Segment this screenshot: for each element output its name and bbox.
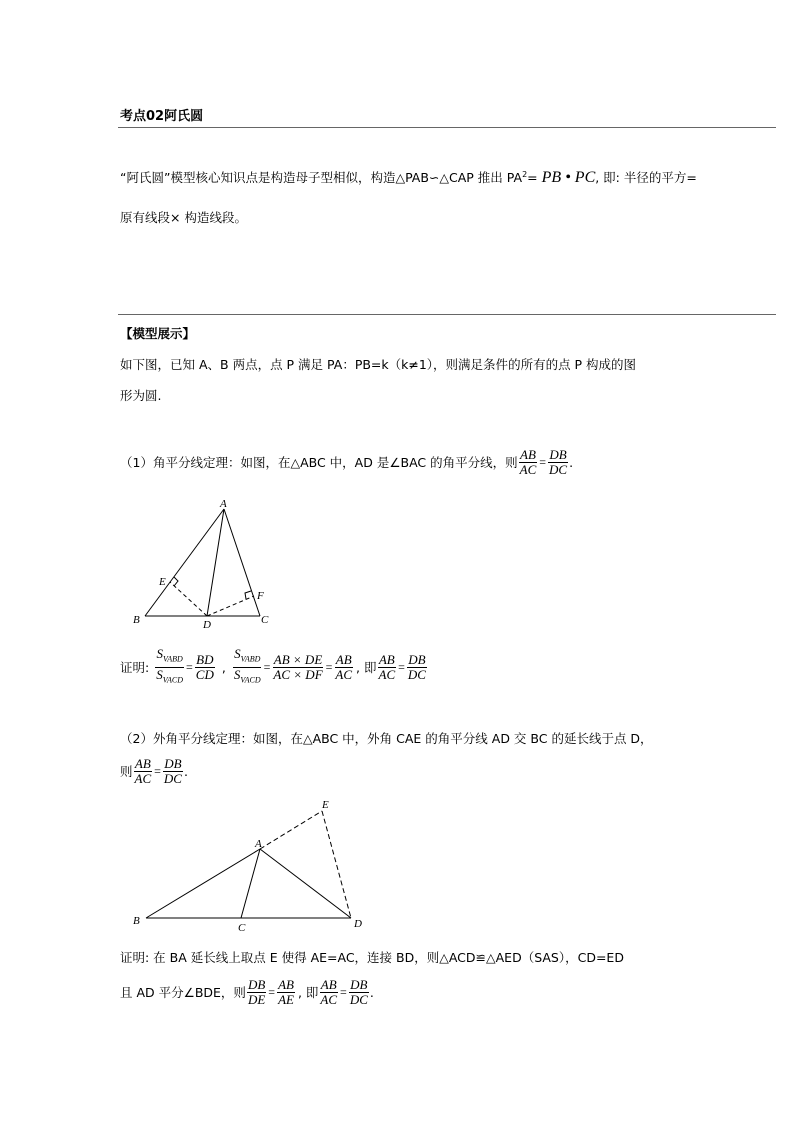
period: . <box>369 984 374 1000</box>
perpendicular-de <box>170 582 207 616</box>
intro-line-1 <box>120 168 697 187</box>
proof-frac-6 <box>378 653 397 682</box>
figure-angle-bisector <box>120 495 290 635</box>
right-angle-mark-f <box>245 591 251 599</box>
label-d: D <box>354 918 362 930</box>
frac-den: AC <box>378 666 396 682</box>
section-title: 考点02阿氏圆 <box>120 109 204 124</box>
frac-den: AC <box>134 770 152 786</box>
title-divider <box>118 127 776 128</box>
frac-num: AB × DE <box>273 651 323 667</box>
part2-proof-line-2 <box>120 973 374 1011</box>
area-subscript: VABD <box>240 654 261 664</box>
intro-superscript: 2 <box>522 169 528 179</box>
extension-ae <box>260 811 322 849</box>
proof-frac-2 <box>195 653 215 682</box>
label-a: A <box>255 838 262 850</box>
frac-num <box>155 647 183 668</box>
equals-sign: = <box>340 984 347 999</box>
section-divider <box>118 314 776 315</box>
label-c: C <box>261 614 269 626</box>
period: . <box>569 454 574 470</box>
frac-num: DB <box>247 976 266 992</box>
equals-sign: = <box>263 659 271 674</box>
frac-num: DB <box>164 755 182 771</box>
frac-num: AB <box>320 976 337 992</box>
frac-num: DB <box>549 446 567 462</box>
frac-num: DB <box>408 651 426 667</box>
frac-den: CD <box>195 666 214 682</box>
label-b: B <box>133 614 140 626</box>
proof-frac-db-de <box>247 978 266 1007</box>
frac-den <box>233 668 262 688</box>
area-symbol: S <box>156 645 163 661</box>
part1-proof <box>120 645 428 686</box>
proof-frac-7 <box>407 653 427 682</box>
equals-sign: = <box>268 984 276 999</box>
part1-text: （1）角平分线定理：如图，在△ABC 中，AD 是∠BAC 的角平分线，则 <box>120 455 518 470</box>
bisector-ad <box>207 509 224 616</box>
frac-den: DC <box>163 770 182 786</box>
part2-frac-db-dc <box>163 757 183 786</box>
comma: , <box>221 659 226 675</box>
intro-formula: PB • PC <box>541 169 596 186</box>
then-text: , 即 <box>297 985 319 1000</box>
part1-frac-ab-ac <box>519 448 538 477</box>
area-symbol: S <box>234 645 241 661</box>
part1-statement <box>120 444 573 480</box>
label-c: C <box>238 922 246 934</box>
intro-text-a: “阿氏圆”模型核心知识点是构造母子型相似，构造△PAB∽△CAP 推出 PA <box>120 170 523 185</box>
frac-den: DC <box>549 461 568 477</box>
frac-num: DB <box>350 976 368 992</box>
perpendicular-df <box>207 596 254 616</box>
label-d: D <box>203 619 211 631</box>
side-ab <box>145 509 224 616</box>
frac-num: AB <box>134 755 151 771</box>
equals-sign: = <box>325 659 333 674</box>
area-subscript: VACD <box>162 675 184 685</box>
equals-sign: = <box>398 659 405 674</box>
proof-frac-db-dc <box>349 978 369 1007</box>
frac-num: AB <box>378 651 395 667</box>
label-e: E <box>159 576 166 588</box>
proof-frac-3 <box>233 647 262 687</box>
model-text-line-2: 形为圆. <box>120 388 162 403</box>
segment-ed <box>322 811 351 918</box>
frac-den <box>155 668 184 688</box>
proof-text: 且 AD 平分∠BDE，则 <box>120 985 246 1000</box>
frac-num <box>233 647 261 668</box>
proof-label: 证明: <box>120 660 150 675</box>
part2-frac-ab-ac <box>134 757 153 786</box>
intro-equals: = <box>527 170 538 185</box>
intro-line-2: 原有线段× 构造线段。 <box>120 210 247 225</box>
frac-num: AB <box>520 446 536 462</box>
right-angle-mark-e <box>174 577 178 586</box>
part2-conclusion <box>120 752 188 790</box>
equals-sign: = <box>539 454 547 469</box>
frac-num: AB <box>335 651 352 667</box>
proof-frac-ab-ac <box>319 978 338 1007</box>
frac-den: DC <box>349 991 368 1007</box>
label-b: B <box>133 915 140 927</box>
frac-den: DE <box>247 991 266 1007</box>
area-subscript: VACD <box>240 675 261 685</box>
side-ac <box>224 509 260 616</box>
frac-num: AB <box>278 976 294 992</box>
frac-den: AC <box>335 666 353 682</box>
model-text-line-1: 如下图，已知 A、B 两点，点 P 满足 PA：PB=k（k≠1），则满足条件的所有的点 P 构成的图 <box>120 357 637 372</box>
label-a: A <box>220 498 227 510</box>
bisector-ad <box>260 849 351 918</box>
proof-frac-ab-ae <box>277 978 295 1007</box>
part1-frac-db-dc <box>548 448 568 477</box>
label-e: E <box>322 799 329 811</box>
equals-sign: = <box>154 763 161 778</box>
then-text: , 即 <box>356 660 377 675</box>
frac-den: AC × DF <box>273 666 323 682</box>
part2-proof-line-1: 证明: 在 BA 延长线上取点 E 使得 AE=AC，连接 BD，则△ACD≌△AED（SAS），CD=ED <box>120 950 624 965</box>
part2-statement: （2）外角平分线定理：如图，在△ABC 中，外角 CAE 的角平分线 AD 交 BC 的延长线于点 D， <box>120 731 653 746</box>
side-ba <box>146 849 260 918</box>
label-f: F <box>257 590 264 602</box>
frac-den: AE <box>278 991 294 1007</box>
area-symbol: S <box>156 666 163 682</box>
intro-text-b: , 即: 半径的平方= <box>595 170 697 185</box>
frac-den: AC <box>519 461 537 477</box>
model-heading: 【模型展示】 <box>120 326 196 341</box>
figure-exterior-bisector <box>125 795 370 935</box>
then-label: 则 <box>120 764 133 779</box>
frac-den: AC <box>320 991 338 1007</box>
frac-den: DC <box>407 666 426 682</box>
area-subscript: VABD <box>162 654 183 664</box>
frac-num: BD <box>196 651 214 667</box>
area-symbol: S <box>233 666 241 682</box>
proof-frac-5 <box>334 653 353 682</box>
period: . <box>183 763 188 779</box>
equals-sign: = <box>186 659 193 674</box>
proof-frac-1 <box>155 647 184 687</box>
proof-frac-4 <box>272 653 323 682</box>
